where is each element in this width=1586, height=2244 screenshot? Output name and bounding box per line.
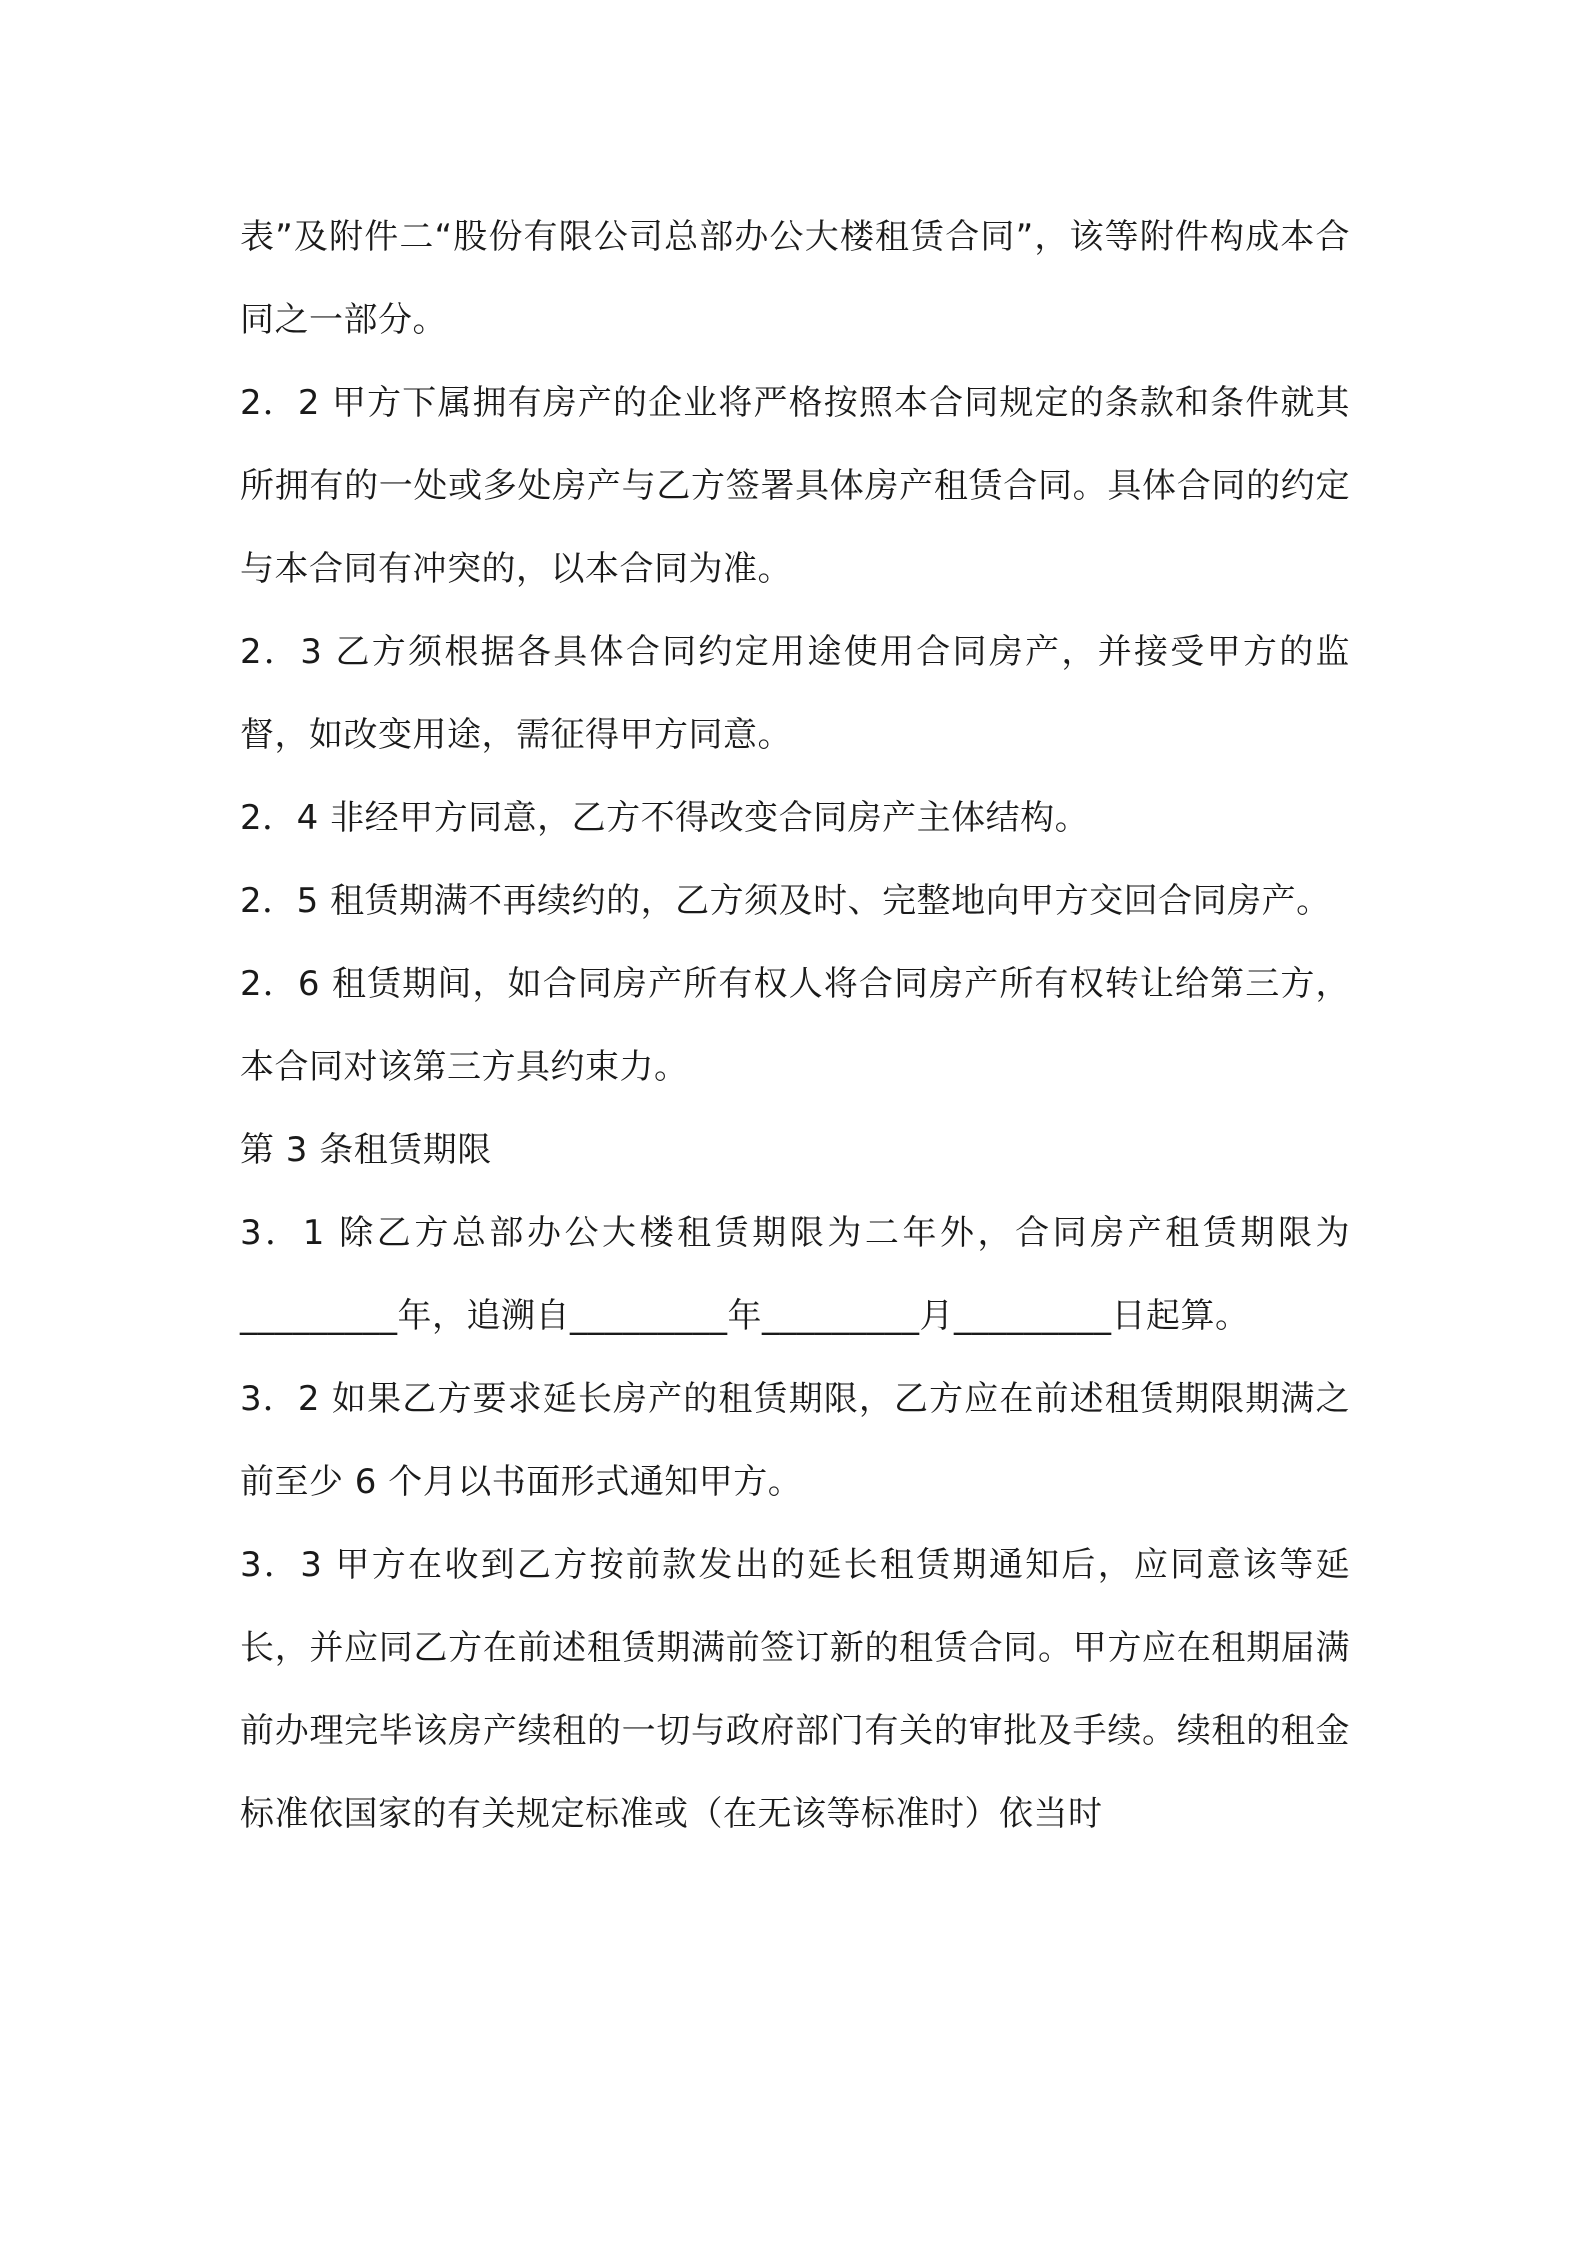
paragraph-clause-3-1: 3．1 除乙方总部办公大楼租赁期限为二年外，合同房产租赁期限为_________年，追溯自_________年_________月_________日起算。: [240, 1213, 1350, 1336]
paragraph-clause-2-4: 2．4 非经甲方同意，乙方不得改变合同房产主体结构。: [240, 798, 1090, 838]
paragraph-attachments: 表”及附件二“股份有限公司总部办公大楼租赁合同”，该等附件构成本合同之一部分。: [240, 217, 1350, 340]
document-body: [240, 196, 1350, 1856]
paragraph-clause-3-3: 3．3 甲方在收到乙方按前款发出的延长租赁期通知后，应同意该等延长，并应同乙方在前述租赁期满前签订新的租赁合同。甲方应在租期届满前办理完毕该房产续租的一切与政府部门有关的审批及手续。续租的租金标准依国家的有关规定标准或（在无该等标准时）依当时: [240, 1545, 1350, 1834]
paragraph-clause-3-2: 3．2 如果乙方要求延长房产的租赁期限，乙方应在前述租赁期限期满之前至少 6 个月以书面形式通知甲方。: [240, 1379, 1350, 1502]
paragraph-clause-2-6: 2．6 租赁期间，如合同房产所有权人将合同房产所有权转让给第三方，本合同对该第三方具约束力。: [240, 964, 1350, 1087]
paragraph-clause-2-2: 2．2 甲方下属拥有房产的企业将严格按照本合同规定的条款和条件就其所拥有的一处或多处房产与乙方签署具体房产租赁合同。具体合同的约定与本合同有冲突的，以本合同为准。: [240, 383, 1350, 589]
section-heading-article-3: 第 3 条租赁期限: [240, 1130, 492, 1170]
paragraph-clause-2-5: 2．5 租赁期满不再续约的，乙方须及时、完整地向甲方交回合同房产。: [240, 881, 1331, 921]
paragraph-clause-2-3: 2．3 乙方须根据各具体合同约定用途使用合同房产，并接受甲方的监督，如改变用途，需征得甲方同意。: [240, 632, 1350, 755]
